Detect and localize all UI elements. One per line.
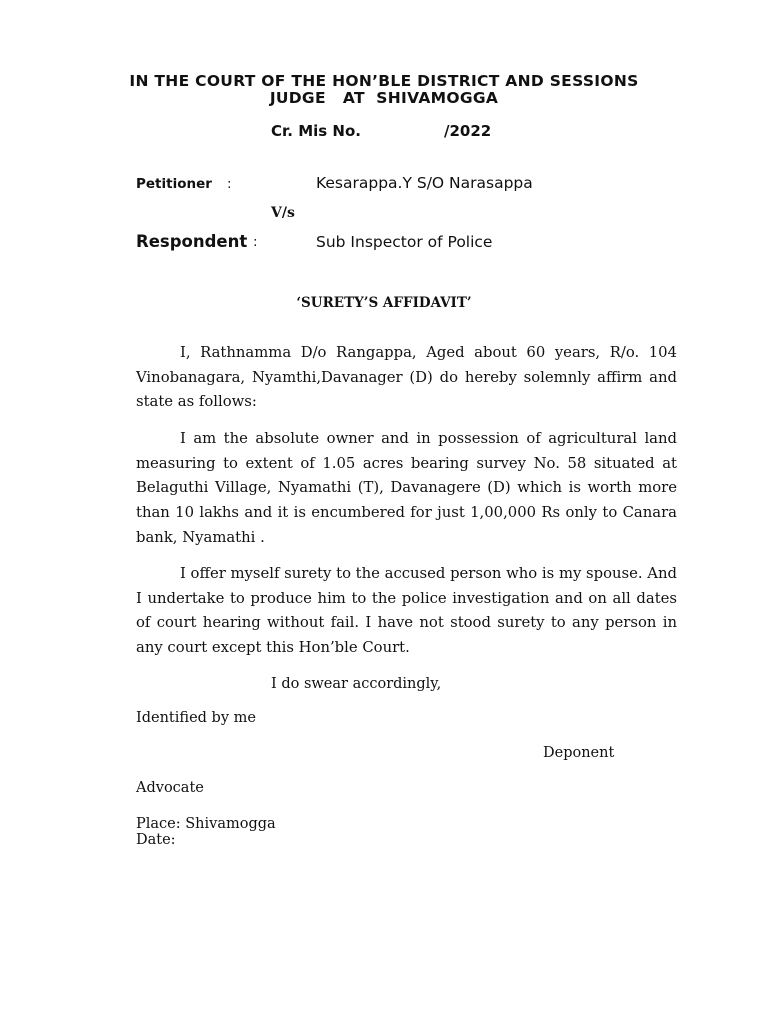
respondent-name: Sub Inspector of Police (316, 233, 493, 251)
swear-line: I do swear accordingly, (271, 676, 442, 692)
versus-label: V/s (271, 205, 295, 221)
paragraph-2: I am the absolute owner and in possession of agricultural land measuring to extent of 1.05 acres bearing survey No. 58 situated at Belaguthi Village, Nyamathi (T), Davanagere (D) which is worth more than 10 lakhs and it is encumbered for just 1,00,000 Rs only to Canara bank, Nyamathi . (136, 430, 677, 546)
place-line: Place: Shivamogga (136, 816, 276, 832)
court-title-line-1: IN THE COURT OF THE HON’BLE DISTRICT AND SESSIONS (129, 72, 639, 90)
case-number-year: /2022 (444, 122, 492, 140)
paragraph-3: I offer myself surety to the accused person who is my spouse. And I undertake to produce him to the police investigation and on all dates of court hearing without fail. I have not stood surety to any person in any court except this Hon’ble Court. (136, 565, 677, 657)
court-title-line-2: JUDGE AT SHIVAMOGGA (269, 89, 499, 107)
respondent-label: Respondent (136, 232, 248, 251)
respondent-colon: : (253, 234, 258, 250)
identified-by-line: Identified by me (136, 710, 256, 726)
petitioner-colon: : (227, 176, 232, 192)
paragraph-1: I, Rathnamma D/o Rangappa, Aged about 60 years, R/o. 104 Vinobanagara, Nyamthi,Davanager (D) do hereby solemnly affirm and state as follows: (136, 344, 677, 411)
deponent-label: Deponent (543, 745, 615, 761)
case-number-prefix: Cr. Mis No. (271, 122, 361, 140)
date-line: Date: (136, 832, 176, 848)
petitioner-label: Petitioner (136, 176, 212, 192)
affidavit-title: ‘SURETY’S AFFIDAVIT’ (296, 295, 472, 311)
advocate-label: Advocate (136, 780, 204, 796)
petitioner-name: Kesarappa.Y S/O Narasappa (316, 174, 533, 192)
